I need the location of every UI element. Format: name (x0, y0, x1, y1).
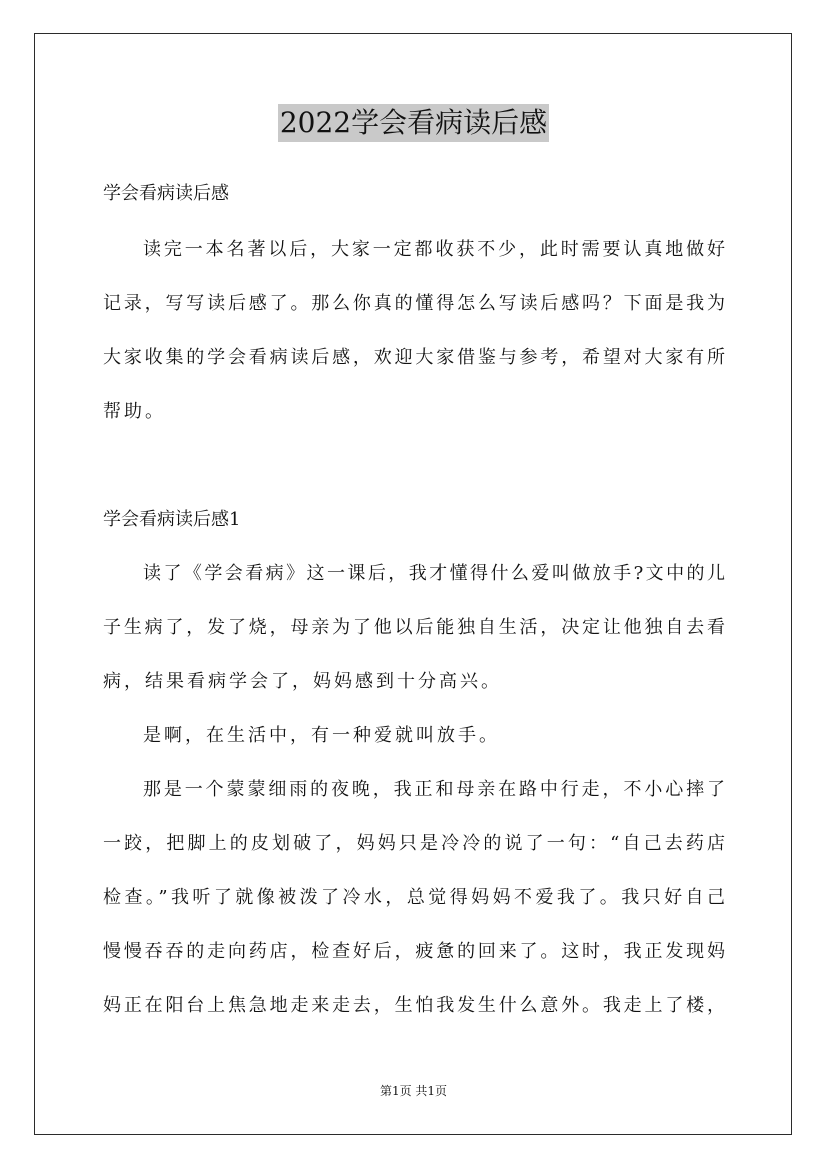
subheading-section-1: 学会看病读后感1 (103, 509, 241, 530)
section1-p3-line-3: 检查。”我听了就像被泼了冷水，总觉得妈妈不爱我了。我只好自己 (103, 887, 725, 908)
title-container (0, 104, 827, 142)
section1-p3-line-1: 那是一个蒙蒙细雨的夜晚，我正和母亲在路中行走，不小心摔了 (143, 779, 725, 800)
document-title: 2022学会看病读后感 (278, 104, 549, 142)
section1-p2: 是啊，在生活中，有一种爱就叫放手。 (143, 725, 500, 746)
subheading-intro: 学会看病读后感 (103, 183, 229, 204)
intro-line-2: 记录，写写读后感了。那么你真的懂得怎么写读后感吗？下面是我为 (103, 293, 725, 314)
section1-p1-line-3: 病，结果看病学会了，妈妈感到十分高兴。 (103, 671, 502, 692)
intro-line-1: 读完一本名著以后，大家一定都收获不少，此时需要认真地做好 (143, 239, 725, 260)
intro-line-3: 大家收集的学会看病读后感，欢迎大家借鉴与参考，希望对大家有所 (103, 347, 725, 368)
page-footer: 第1页 共1页 (379, 1084, 448, 1098)
intro-line-4: 帮助。 (103, 401, 166, 422)
section1-p3-line-5: 妈正在阳台上焦急地走来走去，生怕我发生什么意外。我走上了楼， (103, 995, 725, 1016)
section1-p3-line-4: 慢慢吞吞的走向药店，检查好后，疲惫的回来了。这时，我正发现妈 (103, 941, 725, 962)
section1-p1-line-2: 子生病了，发了烧，母亲为了他以后能独自生活，决定让他独自去看 (103, 617, 725, 638)
section1-p1-line-1: 读了《学会看病》这一课后，我才懂得什么爱叫做放手?文中的儿 (143, 563, 725, 584)
section1-p3-line-2: 一跤，把脚上的皮划破了，妈妈只是冷冷的说了一句：“自己去药店 (103, 833, 725, 854)
